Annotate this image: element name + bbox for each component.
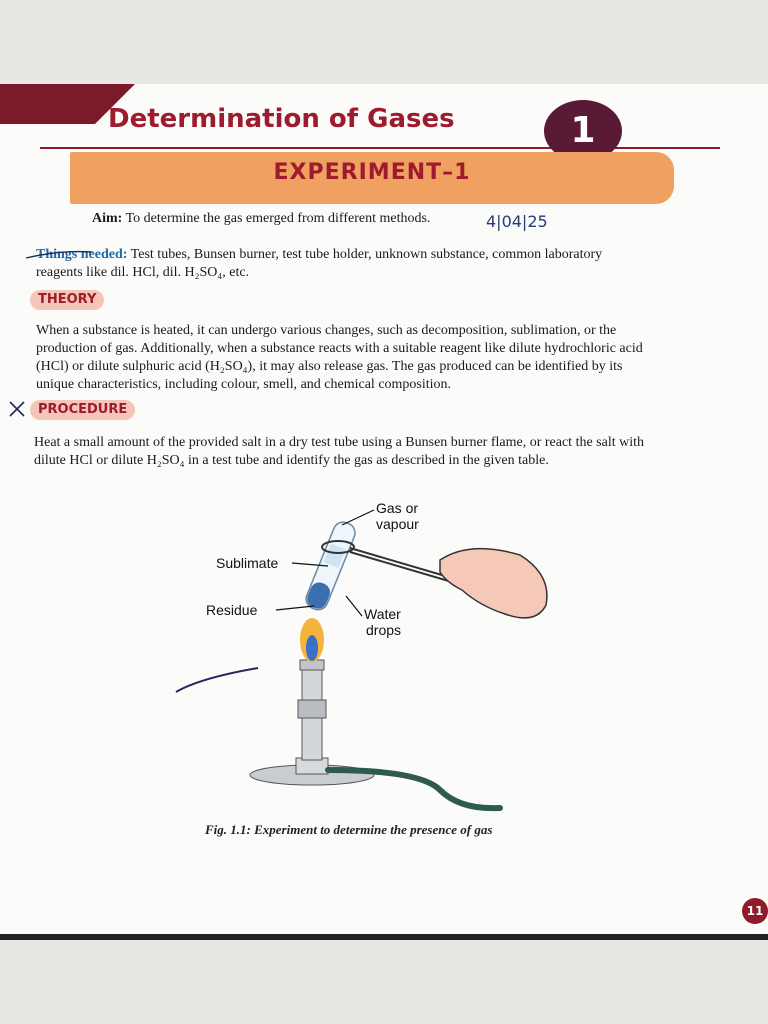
- hand-icon: [440, 549, 547, 618]
- things-needed-line2: reagents like dil. HCl, dil. H₂SO₄, etc.: [36, 265, 250, 280]
- label-gas-line2: vapour: [376, 516, 419, 532]
- holder-rod-icon: [350, 548, 452, 578]
- things-needed-label: Things needed:: [36, 247, 128, 262]
- tick-mark-icon: [26, 252, 92, 258]
- label-water-line1: Water: [364, 606, 401, 622]
- test-tube-icon: [303, 519, 358, 613]
- theory-line-3: (HCl) or dilute sulphuric acid (H₂SO₄), it may also release gas. The gas produced can be identified by its: [36, 359, 623, 374]
- chapter-number-badge: 1: [544, 100, 622, 162]
- handwritten-date: 4|04|25: [486, 212, 548, 231]
- bottom-border: [0, 934, 768, 940]
- figure-caption: Fig. 1.1: Experiment to determine the presence of gas: [205, 822, 493, 837]
- flame-inner-icon: [306, 635, 318, 661]
- theory-heading: THEORY: [30, 290, 104, 310]
- chapter-title: Determination of Gases: [108, 104, 455, 134]
- cross-mark-icon: [10, 402, 24, 416]
- label-gas-line1: Gas or: [376, 500, 419, 516]
- tick-mark-icon: [176, 668, 258, 692]
- experiment-title: EXPERIMENT–1: [273, 160, 471, 185]
- theory-line-2: production of gas. Additionally, when a substance reacts with a suitable reagent like dilute hydrochloric acid: [36, 341, 643, 356]
- label-residue: Residue: [206, 602, 258, 618]
- theory-line-4: unique characteristics, including colour, smell, and chemical composition.: [36, 377, 452, 392]
- label-sublimate: Sublimate: [216, 555, 279, 571]
- procedure-line-2: dilute HCl or dilute H₂SO₄ in a test tube and identify the gas as described in the given table.: [34, 453, 549, 468]
- procedure-heading: PROCEDURE: [30, 400, 135, 420]
- burner-collar-icon: [298, 700, 326, 718]
- page-number: 11: [742, 898, 768, 924]
- label-water-line2: drops: [366, 622, 402, 638]
- procedure-line-1: Heat a small amount of the provided salt in a dry test tube using a Bunsen burner flame, or react the salt with: [34, 435, 644, 450]
- theory-line-1: When a substance is heated, it can undergo various changes, such as decomposition, sublimation, or the: [36, 323, 617, 338]
- things-needed-text: Test tubes, Bunsen burner, test tube holder, unknown substance, common laboratory: [130, 247, 603, 262]
- aim-label: Aim:: [92, 211, 123, 226]
- aim-text: To determine the gas emerged from different methods.: [125, 211, 431, 226]
